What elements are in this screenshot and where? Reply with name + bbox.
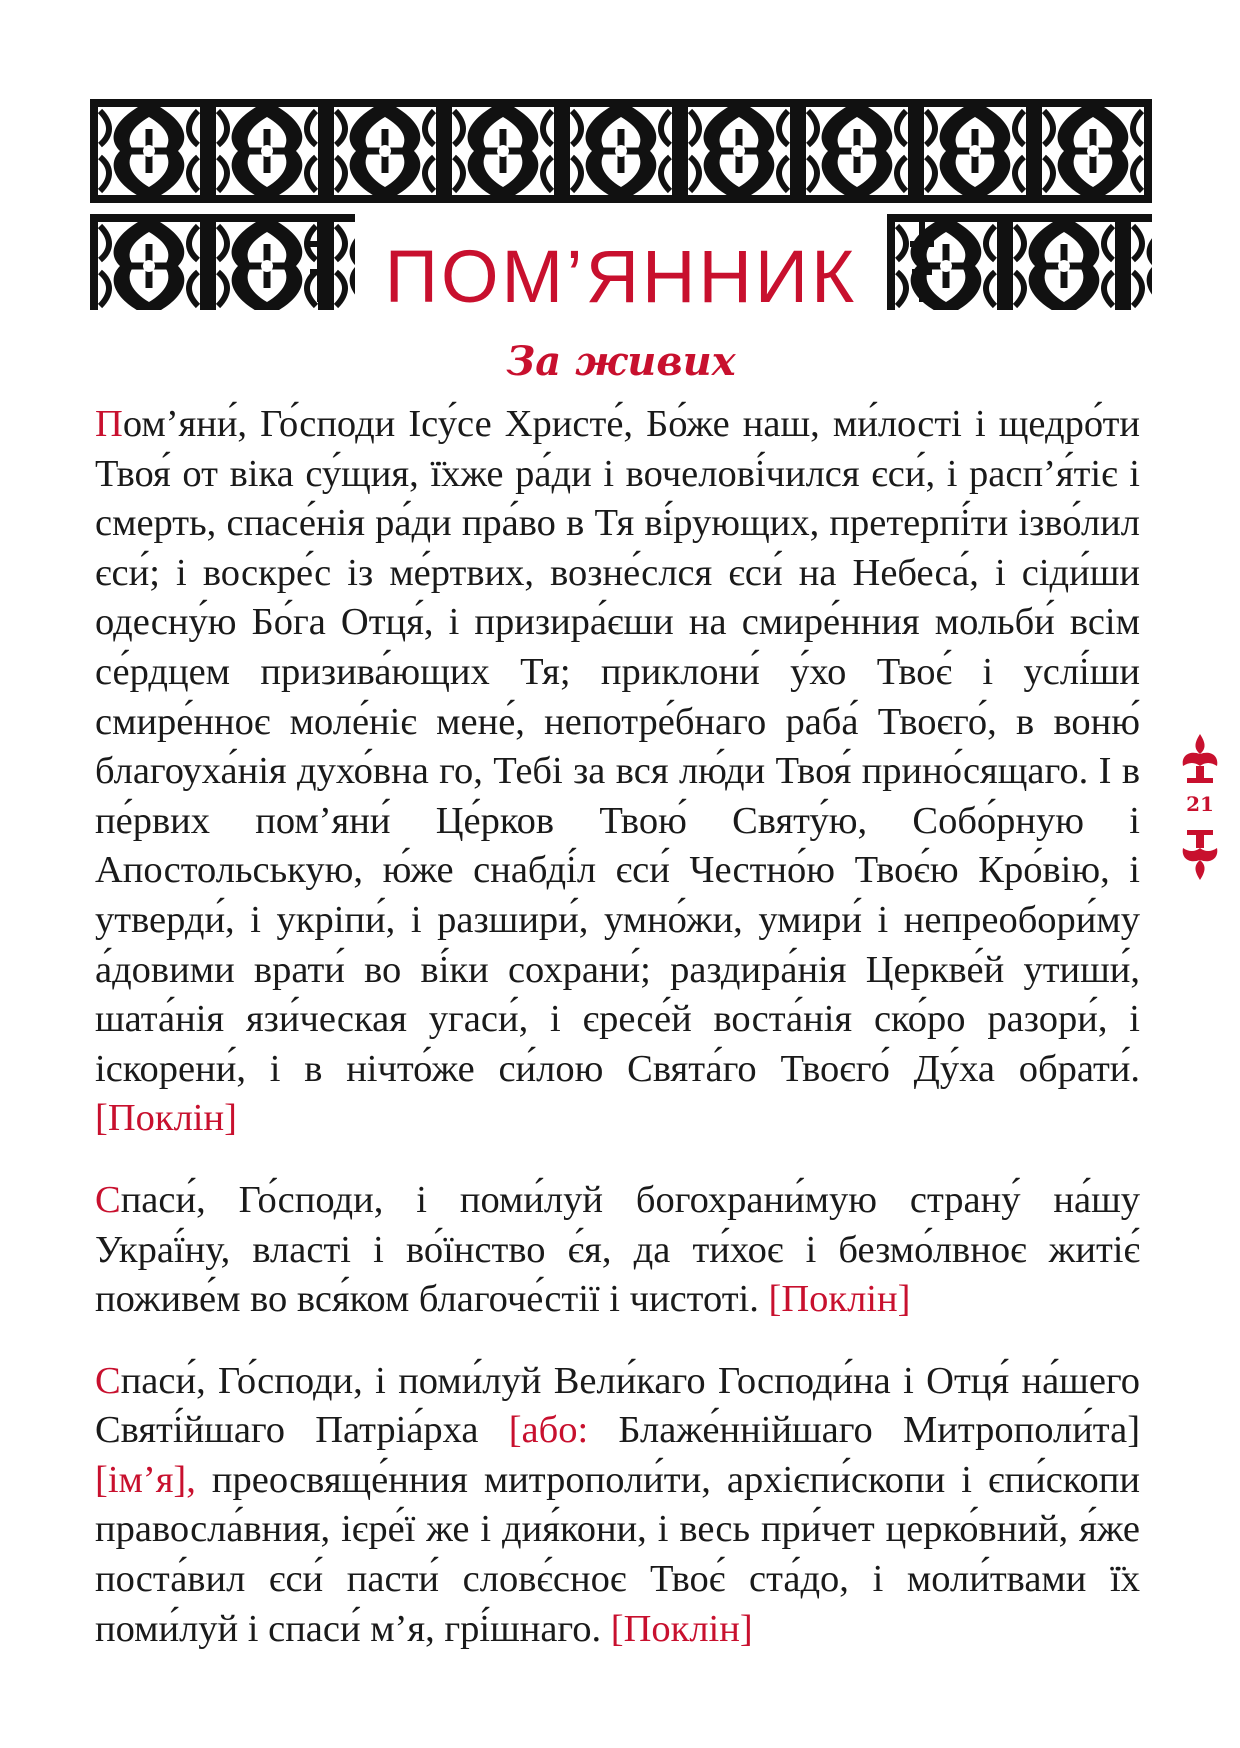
initial-letter: П [95,403,123,445]
paragraph-3 [95,1357,1140,1655]
paragraph-2 [95,1176,1140,1325]
paragraph-text: паси́, Го́споди, і поми́луй Вели́каго Господи́на і Отця́ на́шего Святі́йшаго Патріа́рха [95,1359,1140,1452]
paragraph-1 [95,400,1140,1144]
paragraph-text: ом’яни́, Го́споди Ісу́се Христе́, Бо́же наш, ми́лості і щедро́ти Твоя́ от віка су́щия, ї̈хже ра́ди і вочелові́чился єси́, і расп’я́тіє і смерть, спасе́нія ра́ди пра́во в Тя ві́рующих, претерпі́ти ізво́лил єси́; і воскре́с із ме́ртвих, возне́слся єси́ на Небеса́, і сіди́ши одесну́ю Бо́га Отця́, і призира́єши на смире́нния мольби́ всім се́рдцем призива́ющих Тя; приклони́ у́хо Твоє́ і услі́ши смире́нноє моле́ніє мене́, непотре́бнаго раба́ Твоєго́, в воню́ благоуха́нія духо́вна го, Тебі за вся лю́ди Твоя́ прино́сящаго. І в пе́рвих пом’яни́ Це́рков Твою́ Святу́ю, Собо́рную і Апостольськую, ю́же снабді́л єси́ Честно́ю Твоє́ю Кро́вію, і утверди́, і укріпи́, і разшири́, умно́жи, умири́ і непреобори́му а́довими врати́ во ві́ки сохрани́; раздира́нія Церкве́й утиши́, шата́нія язи́ческая угаси́, і єресе́й воста́нія ско́ро разори́, і іскорени́, і в нічто́же си́лою Свята́го Твоєго́ Ду́ха обрати́. [95,403,1140,1090]
initial-letter: С [95,1359,121,1402]
paragraph-text: паси́, Го́споди, і поми́луй богохрани́мую страну́ на́шу Украї́ну, власті і во́їнство є́я, да ти́хоє і безмо́лвноє житіє́ поживе́м во вся́ком благоче́стії і чистоті. [95,1178,1140,1321]
bow-note: [Поклін] [95,1097,237,1140]
ornament-border-top [90,95,1152,207]
ornament-pendant-right [887,210,1152,310]
bow-note: [Поклін] [768,1278,911,1321]
prayer-text [95,400,1140,1686]
section-subtitle: За живих [506,338,736,385]
page-title: ПОМ’ЯННИК [384,235,858,318]
alternative-note: [або: [508,1409,589,1452]
paragraph-text: Блаже́ннійшаго Митрополи́та] [618,1409,1141,1452]
initial-letter: С [95,1178,121,1221]
ornament-pendant-left [90,210,355,310]
page-number: 21 [1186,792,1214,816]
name-note: [ім’я], [95,1458,196,1501]
paragraph-text: преосвяще́нния митрополи́ти, архієпи́скопи і єпи́скопи правосла́вния, ієре́ї же і дия́кони, і весь при́чет церко́вний, я́же поста́вил єси́ пасти́ словє́сноє Твоє́ ста́до, і моли́твами ї̈х поми́луй і спаси́ м’я, грі́шнаго. [95,1458,1141,1650]
bow-note: [Поклін] [610,1607,753,1650]
